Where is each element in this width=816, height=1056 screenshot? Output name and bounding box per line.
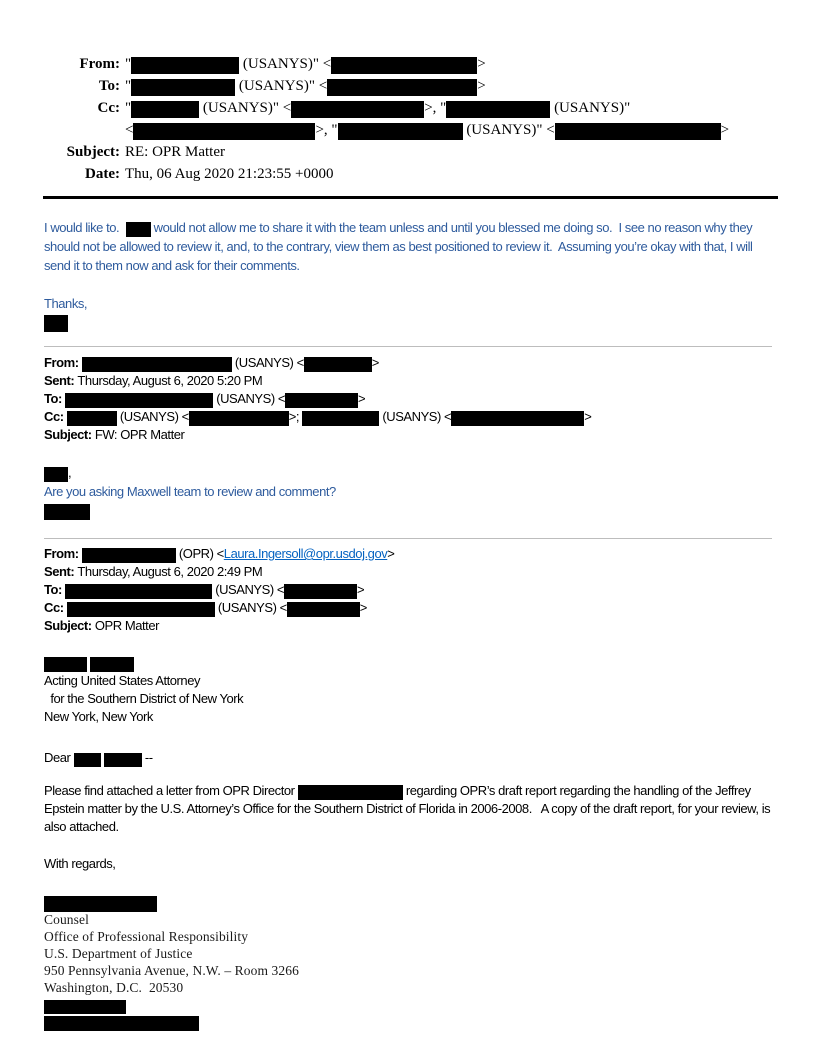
text-segment: >; (288, 409, 303, 424)
reply-closing: Thanks, (44, 296, 88, 311)
m2-question: Are you asking Maxwell team to review and comment? (44, 484, 336, 499)
text-segment: > (477, 78, 486, 94)
text-segment: " (125, 56, 132, 72)
text-segment: > (357, 582, 365, 597)
redaction-bar (74, 753, 101, 767)
q1-sent-line (44, 372, 772, 390)
header-divider (43, 196, 778, 199)
text-segment: (USANYS)" < (235, 78, 328, 94)
field-label: From: (44, 355, 82, 370)
text-segment: (USANYS) < (213, 391, 286, 406)
redaction-bar (284, 584, 357, 599)
redaction-bar (304, 357, 372, 372)
header-row-from (44, 53, 772, 75)
redaction-bar (44, 1000, 126, 1014)
text-segment: > (359, 600, 367, 615)
text-segment: (USANYS)" < (462, 122, 555, 138)
text-segment: " (125, 78, 132, 94)
quoted-header-2 (44, 545, 772, 635)
redaction-bar (82, 548, 176, 563)
redaction-bar (44, 896, 157, 912)
subject-label: Subject: (66, 144, 120, 160)
m3-recipient-redactions (44, 654, 772, 672)
reply-message-body (44, 218, 774, 332)
redaction-bar (555, 123, 721, 140)
text-segment: (OPR) < (175, 546, 224, 561)
header-row-to (44, 75, 772, 97)
subject-value (125, 141, 772, 163)
sig-dept: U.S. Department of Justice (44, 946, 193, 961)
q2-from-line (44, 545, 772, 563)
field-label: From: (44, 546, 82, 561)
redaction-bar (338, 123, 463, 140)
date-label: Date: (85, 166, 120, 182)
text-segment: > (387, 546, 395, 561)
text-segment: Please find attached a letter from OPR Director (44, 783, 298, 798)
redaction-bar (67, 602, 215, 617)
redaction-bar (65, 393, 213, 408)
cc-label: Cc: (97, 100, 120, 116)
q1-from-line (44, 354, 772, 372)
m3-addr-title: Acting United States Attorney (44, 673, 201, 688)
text-segment: would not allow me to share it with the team unless and until you blessed me doing so. I see no reason why they should not be allowed to review it, and, to the contrary, view them as best positioned to review it. Assuming you’re okay with that, I will send it to them now and ask for their comments. (44, 220, 753, 273)
text-segment: > (358, 391, 366, 406)
redaction-bar (298, 785, 403, 800)
text-segment: Thursday, August 6, 2020 2:49 PM (77, 564, 263, 579)
q2-to-line (44, 581, 772, 599)
header-row-subject (44, 141, 772, 163)
text-segment: " (125, 100, 132, 116)
quoted-message-2-body (44, 463, 772, 520)
redaction-bar (327, 79, 477, 96)
text-segment: >, " (315, 122, 338, 138)
sig-title: Counsel (44, 912, 89, 927)
q2-cc-line (44, 599, 772, 617)
field-label: To: (44, 391, 66, 406)
text-segment: (USANYS) < (214, 600, 287, 615)
redaction-bar (131, 57, 239, 74)
text-segment: (USANYS)" (550, 100, 631, 116)
text-segment: >, " (424, 100, 447, 116)
field-label: Subject: (44, 618, 95, 633)
m2-salutation (44, 463, 772, 482)
redaction-bar (82, 357, 232, 372)
m2-signature-redaction (44, 501, 772, 520)
redaction-bar (44, 504, 90, 520)
text-segment: (USANYS) < (379, 409, 452, 424)
text-segment: > (371, 355, 379, 370)
m3-main-paragraph (44, 782, 774, 836)
reply-paragraph (44, 218, 774, 275)
redaction-bar (189, 411, 289, 426)
sig-street: 950 Pennsylvania Avenue, N.W. – Room 3266 (44, 963, 299, 978)
quoted-header-1 (44, 354, 772, 444)
text-segment: I would like to. (44, 220, 126, 235)
q2-subject-line (44, 617, 772, 635)
text-segment: (USANYS) < (231, 355, 304, 370)
reply-signature-redaction (44, 313, 774, 332)
redaction-bar (287, 602, 360, 617)
text-segment: FW: OPR Matter (94, 427, 185, 442)
redaction-bar (90, 657, 134, 672)
field-label: Sent: (44, 373, 78, 388)
field-label: Cc: (44, 409, 67, 424)
redaction-bar (44, 467, 68, 482)
m3-addr-district: for the Southern District of New York (44, 691, 244, 706)
date-value (125, 163, 772, 185)
sig-phone-redaction (44, 996, 772, 1013)
field-label: Sent: (44, 564, 78, 579)
redaction-bar (65, 584, 212, 599)
text-segment: > (477, 56, 486, 72)
redaction-bar (133, 123, 315, 140)
redaction-bar (44, 315, 68, 332)
quoted-divider-1 (44, 346, 772, 347)
text-segment: , (68, 465, 72, 480)
text-segment: regarding OPR’s draft report regarding the handling of the Jeffrey Epstein matter by the U.S. Attorney’s Office for the Southern District of Florida in 2006-2008. A copy of the draft report, for your review, is also attached. (44, 783, 771, 834)
redaction-bar (451, 411, 584, 426)
q1-cc-line (44, 408, 772, 426)
redaction-bar (67, 411, 117, 426)
text-segment: (USANYS) < (212, 582, 285, 597)
redaction-bar (285, 393, 358, 408)
redaction-bar (302, 411, 379, 426)
text-segment: OPR Matter (94, 618, 159, 633)
text-segment: < (125, 122, 134, 138)
redaction-bar (131, 101, 199, 118)
text-segment: (USANYS)" < (199, 100, 292, 116)
redaction-bar (446, 101, 550, 118)
header-row-date (44, 163, 772, 185)
sig-office: Office of Professional Responsibility (44, 929, 249, 944)
redaction-bar (131, 79, 235, 96)
message-header (44, 53, 772, 185)
redaction-bar (291, 101, 424, 118)
field-label: Subject: (44, 427, 95, 442)
q1-subject-line (44, 426, 772, 444)
text-segment: Thu, 06 Aug 2020 21:23:55 +0000 (125, 166, 334, 182)
field-label: To: (44, 582, 66, 597)
quoted-message-3-body (44, 654, 772, 1030)
to-value (125, 75, 772, 97)
redaction-bar (104, 753, 142, 767)
text-segment: > (720, 122, 730, 138)
text-segment: (USANYS)" < (239, 56, 332, 72)
text-segment: Thursday, August 6, 2020 5:20 PM (77, 373, 263, 388)
redaction-bar (126, 222, 151, 237)
text-segment: RE: OPR Matter (125, 144, 225, 160)
q1-to-line (44, 390, 772, 408)
field-label: Cc: (44, 600, 67, 615)
redaction-bar (44, 1016, 199, 1031)
redaction-bar (331, 57, 477, 74)
email-link[interactable]: Laura.Ingersoll@opr.usdoj.gov (223, 546, 388, 561)
from-value (125, 53, 772, 75)
to-label: To: (98, 78, 120, 94)
m3-signature-block (44, 894, 772, 1030)
sig-name-redaction (44, 894, 772, 911)
m3-dear-line (44, 748, 772, 767)
header-row-cc (44, 97, 772, 141)
sig-city: Washington, D.C. 20530 (44, 980, 184, 995)
cc-value (125, 97, 772, 141)
m3-addr-city: New York, New York (44, 709, 153, 724)
text-segment: -- (141, 750, 153, 765)
redaction-bar (44, 657, 87, 672)
from-label: From: (79, 56, 120, 72)
text-segment: (USANYS) < (116, 409, 189, 424)
m3-regards: With regards, (44, 856, 116, 871)
sig-email-redaction (44, 1013, 772, 1030)
quoted-divider-2 (44, 538, 772, 539)
text-segment: > (584, 409, 592, 424)
text-segment: Dear (44, 750, 74, 765)
q2-sent-line (44, 563, 772, 581)
